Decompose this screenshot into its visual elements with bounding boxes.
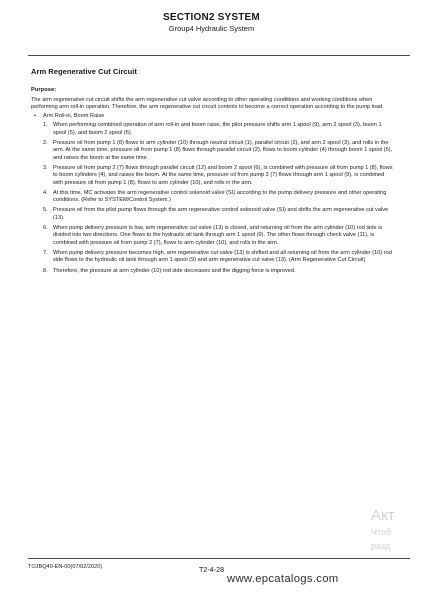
step-item — [43, 225, 394, 247]
group-title: Group4 Hydraulic System — [168, 24, 255, 33]
step-text: When performing combined operation of arm roll-in and boom raise, the pilot pressure shifts arm 1 spool (9), arm 2 spool (3), boom 1 spool (5), and boom 2 spool (6). — [53, 122, 382, 136]
step-item — [43, 165, 394, 187]
step-list — [31, 122, 394, 274]
step-text: Pressure oil from pump 2 (7) flows through parallel circuit (12) and boom 2 spool (6), is combined with pressure oil from pump 1 (8), flows to boom cylinders (4), and raises the boom. At the same time, pressure oil from pump 2 (7) flows through arm 1 spool (9), is combined with pressure oil from pump 1 (8), flows to arm cylinder (10), and rolls in the arm. — [53, 164, 393, 186]
step-item — [43, 122, 394, 137]
step-item — [43, 250, 394, 265]
footer-divider — [28, 558, 410, 559]
step-text: Pressure oil from the pilot pump flows through the arm regenerative control solenoid valve (SI) and shifts the arm regenerative cut valve (13). — [53, 207, 389, 221]
step-number: 1. — [43, 122, 48, 129]
watermark-line: разд — [371, 541, 391, 551]
section-title: SECTION2 SYSTEM — [163, 12, 260, 23]
step-text: Pressure oil from pump 1 (8) flows to arm cylinder (10) through neutral circuit (1), parallel circuit (2), and arm 2 spool (3), and rolls in the arm. At the same time, pressure oil from pump 1 (8) flows through parallel circuit (2), flows to boom cylinder (4) through boom 1 spool (5), and raises the boom at the same time. — [53, 140, 393, 161]
step-item — [43, 268, 394, 275]
step-text: Therefore, the pressure at arm cylinder (10) rod side decreases and the digging force is improved. — [53, 267, 296, 274]
header-divider — [28, 55, 410, 56]
bullet-icon: • — [34, 113, 36, 120]
step-number: 2. — [43, 140, 48, 147]
step-item — [43, 190, 394, 205]
step-item — [43, 140, 394, 162]
step-text: When pump delivery pressure is low, arm regenerative cut valve (13) is closed, and returning oil from the arm cylinder (10) rod side is divided into two directions. One flows to the hydraulic oil tank through arm 1 spool (9). The other flows through check valve (11), is combined with pressure oil from pump 2 (7), flows to arm cylinder (10), and rolls in the arm. — [53, 225, 383, 246]
document-code: TOJBQ40-EN-00(07/02/2020) — [28, 564, 103, 570]
watermark-line: Акт — [371, 507, 395, 524]
purpose-label: Purpose: — [31, 87, 57, 94]
bullet-item — [34, 113, 394, 120]
page-header — [0, 12, 423, 33]
document-title: Arm Regenerative Cut Circuit — [31, 67, 137, 76]
page-number: T2-4-28 — [199, 565, 225, 574]
step-number: 7. — [43, 249, 48, 256]
watermark-line: Чтоб — [371, 527, 392, 537]
intro-paragraph: The arm regenerative cut circuit shifts the arm regenerative cut valve according to other operating conditions and working conditions when performing arm roll-in operation. Therefore, the arm regenerative cut circuit controls to become a correct operation according to the pump load. — [31, 96, 384, 110]
step-number: 5. — [43, 207, 48, 214]
step-item — [43, 207, 394, 222]
step-text: When pump delivery pressure becomes high, arm regenerative cut valve (13) is shifted and all returning oil from the arm cylinder (10) rod side flows to the hydraulic oil tank through arm 1 spool (9) and arm regenerative cut valve (13). (Arm Regenerative Cut Circuit) — [53, 249, 392, 264]
activation-watermark — [371, 506, 423, 553]
document-body — [31, 68, 394, 278]
step-text: At this time, MC activates the arm regenerative control solenoid valve (SI) according to the pump delivery pressure and other operating conditions. (Refer to SYSTEM/Control System.) — [53, 189, 387, 204]
step-number: 6. — [43, 225, 48, 232]
step-number: 4. — [43, 189, 48, 196]
site-url-link[interactable]: www.epcatalogs.com — [227, 573, 339, 585]
step-number: 8. — [43, 267, 48, 274]
step-number: 3. — [43, 164, 48, 171]
bullet-text: Arm Roll-in, Boom Raise — [43, 113, 105, 120]
